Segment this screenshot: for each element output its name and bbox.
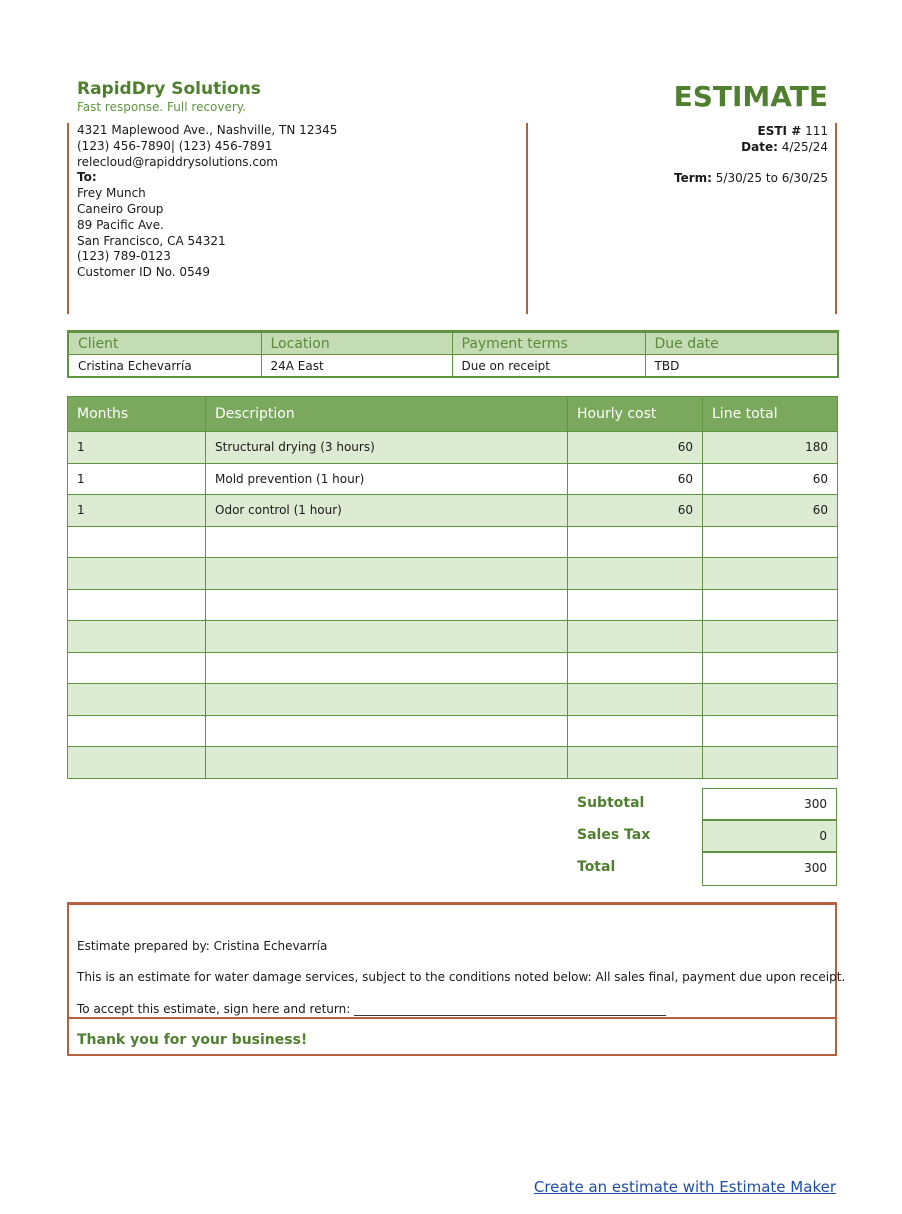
item-hourly-cost: 60 bbox=[568, 495, 703, 527]
customer-id: Customer ID No. 0549 bbox=[77, 265, 210, 280]
recipient-phone: (123) 789-0123 bbox=[77, 249, 171, 264]
info-location: 24A East bbox=[261, 355, 452, 378]
info-header-row bbox=[68, 332, 838, 355]
estimate-maker-link[interactable]: Create an estimate with Estimate Maker bbox=[533, 1178, 836, 1196]
address-block bbox=[77, 123, 337, 281]
empty-row bbox=[68, 558, 838, 590]
recipient-street: 89 Pacific Ave. bbox=[77, 217, 164, 232]
items-header-months: Months bbox=[68, 397, 206, 432]
recipient-label: To: bbox=[77, 170, 97, 185]
company-name: RapidDry Solutions bbox=[77, 79, 261, 99]
empty-row bbox=[68, 747, 838, 779]
item-months: 1 bbox=[68, 495, 206, 527]
item-months: 1 bbox=[68, 463, 206, 495]
info-header-due-date: Due date bbox=[645, 332, 838, 355]
empty-row bbox=[68, 526, 838, 558]
estimate-date: Date: 4/25/24 bbox=[741, 140, 828, 154]
estimate-meta bbox=[600, 123, 828, 186]
document-title: ESTIMATE bbox=[673, 80, 828, 113]
company-tagline: Fast response. Full recovery. bbox=[77, 100, 247, 114]
info-header-payment-terms: Payment terms bbox=[452, 332, 645, 355]
table-row bbox=[68, 495, 838, 527]
recipient-company: Caneiro Group bbox=[77, 201, 164, 216]
item-months: 1 bbox=[68, 432, 206, 464]
info-header-client: Client bbox=[68, 332, 261, 355]
prepared-by: Estimate prepared by: Cristina Echevarría bbox=[77, 939, 328, 953]
item-line-total: 60 bbox=[703, 463, 838, 495]
item-description: Structural drying (3 hours) bbox=[206, 432, 568, 464]
info-header-location: Location bbox=[261, 332, 452, 355]
empty-row bbox=[68, 715, 838, 747]
items-header-row bbox=[68, 397, 838, 432]
subtotal-label: Subtotal bbox=[577, 795, 645, 811]
subtotal-value: 300 bbox=[702, 788, 837, 820]
items-header-hourly-cost: Hourly cost bbox=[568, 397, 703, 432]
item-hourly-cost: 60 bbox=[568, 463, 703, 495]
info-client: Cristina Echevarría bbox=[68, 355, 261, 378]
items-table bbox=[67, 396, 838, 779]
right-divider bbox=[835, 123, 837, 314]
estimate-number: ESTI # 111 bbox=[757, 124, 828, 138]
empty-row bbox=[68, 652, 838, 684]
empty-row bbox=[68, 621, 838, 653]
thank-you-message: Thank you for your business! bbox=[77, 1032, 308, 1048]
item-line-total: 60 bbox=[703, 495, 838, 527]
item-line-total: 180 bbox=[703, 432, 838, 464]
item-description: Odor control (1 hour) bbox=[206, 495, 568, 527]
total-value: 300 bbox=[702, 852, 837, 886]
item-hourly-cost: 60 bbox=[568, 432, 703, 464]
info-due-date: TBD bbox=[645, 355, 838, 378]
company-address: 4321 Maplewood Ave., Nashville, TN 12345 bbox=[77, 123, 338, 137]
empty-row bbox=[68, 684, 838, 716]
signature-line: To accept this estimate, sign here and return: ____________________________________________________ bbox=[77, 1002, 667, 1016]
items-header-line-total: Line total bbox=[703, 397, 838, 432]
conditions-text: This is an estimate for water damage services, subject to the conditions noted below: All sales final, payment due upon receipt. bbox=[77, 970, 846, 984]
middle-divider bbox=[526, 123, 528, 314]
sales-tax-label: Sales Tax bbox=[577, 827, 651, 843]
item-description: Mold prevention (1 hour) bbox=[206, 463, 568, 495]
items-header-description: Description bbox=[206, 397, 568, 432]
table-row bbox=[68, 463, 838, 495]
info-table bbox=[67, 330, 839, 378]
estimate-term: Term: 5/30/25 to 6/30/25 bbox=[674, 171, 828, 185]
table-row bbox=[68, 432, 838, 464]
info-value-row bbox=[68, 355, 838, 378]
recipient-city: San Francisco, CA 54321 bbox=[77, 233, 226, 248]
company-email: relecloud@rapiddrysolutions.com bbox=[77, 154, 278, 169]
empty-row bbox=[68, 589, 838, 621]
recipient-name: Frey Munch bbox=[77, 186, 146, 201]
company-phones: (123) 456-7890| (123) 456-7891 bbox=[77, 138, 273, 153]
notes-divider bbox=[67, 1017, 837, 1019]
total-label: Total bbox=[577, 859, 616, 875]
sales-tax-value: 0 bbox=[702, 820, 837, 852]
info-payment-terms: Due on receipt bbox=[452, 355, 645, 378]
left-divider bbox=[67, 123, 69, 314]
